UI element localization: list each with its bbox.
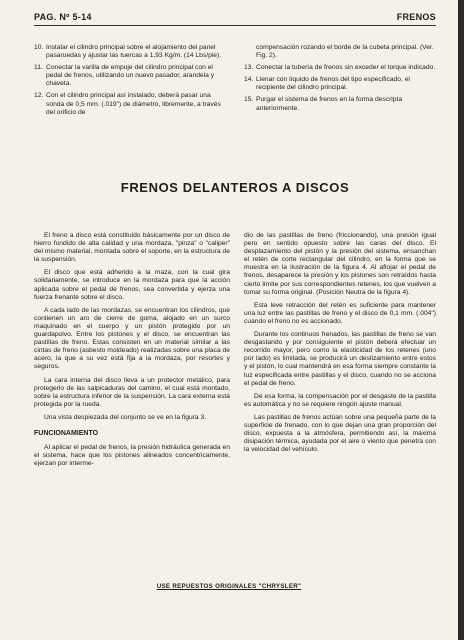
- step-text: Llenar con líquido de frenos del tipo especificado, el recipiente del cilindro principal.: [256, 76, 410, 92]
- step-text: Conectar la tubería de frenos sin exceder el torque indicado.: [256, 64, 436, 72]
- page-number: PAG. Nº 5-14: [34, 12, 92, 22]
- step-number: 15.: [244, 96, 254, 104]
- paragraph: Las pastillas de frenos actúan sobre una pequeña parte de la superficie de frenado, con lo que dejan una gran proporción del disco, expuesta a la atmósfera, permitiendo así, la máxima disipación térmica, ayudada por el aire o viento que penetra con la velocidad del vehículo.: [244, 413, 436, 454]
- paragraph: Durante los continuos frenados, las pastillas de freno se van desgastando y por consiguiente el pistón deberá efectuar un recorrido mayor, pero como la elasticidad de los retenes (uno por lado) es limitada, se producirá un deslizamiento entre estos y el pistón, lo cual mantendrá en esa forma siempre constante la luz especificada entre pastillas y el disco, cuando no se acciona el pedal de freno.: [244, 331, 436, 387]
- step-item: [34, 64, 230, 88]
- step-text: Instalar el cilindro principal sobre el alojamiento del panel pasaruedas y ajustar las tuercas a 1,93 Kg/m. (14 Lbs/pie).: [46, 44, 222, 60]
- page-header: [34, 12, 436, 26]
- step-number: 12.: [34, 92, 44, 100]
- paragraph: Al aplicar el pedal de frenos, la presión hidráulica generada en el sistema, hace que los pistones alineados concentricamente, ejerzan por interme-: [34, 444, 230, 468]
- step-text: Con el cilindro principal así instalado, deberá pasar una sonda de 0,5 mm. (.019") de diámetro, libremente, a través del orificio de: [46, 92, 221, 116]
- step-number: 14.: [244, 76, 254, 84]
- step-number: 10.: [34, 44, 44, 51]
- step-number: [244, 44, 256, 60]
- subheading: FUNCIONAMIENTO: [34, 429, 99, 437]
- header-rule: [34, 25, 436, 26]
- paragraph: Una vista despiezada del conjunto se ve en la figura 3.: [44, 413, 207, 421]
- paragraph: De esa forma, la compensación por el desgaste de la pastilla es automática y no se requiere ningún ajuste manual.: [244, 392, 436, 408]
- paragraph: El freno a disco está constituido básicamente por un disco de hierro fundido de alta calidad y una mordaza, "pinza" o "caliper" del mismo material, montada sobre el soporte, en la estructura de la suspensión.: [34, 232, 230, 264]
- step-text: compensación rozando el borde de la cubeta principal. (Ver. Fig. 2).: [256, 44, 434, 60]
- step-number: 11.: [34, 64, 43, 72]
- page-edge-shadow: [458, 0, 464, 640]
- section-title: FRENOS: [396, 12, 436, 22]
- steps-left-column: [34, 44, 230, 121]
- step-item: [244, 96, 436, 112]
- step-item: [244, 64, 436, 72]
- paragraph: La cara interna del disco lleva a un protector metálico, para protegerlo de las salpicaduras del camino, el cual está montado, sobre la estructura inferior de la suspensión. La cara externa está protegida por la rueda.: [34, 376, 230, 408]
- step-item: [244, 76, 436, 92]
- footer-text: USE REPUESTOS ORIGINALES "CHRYSLER": [156, 583, 302, 590]
- page-footer: [0, 583, 458, 590]
- steps-right-column: [244, 44, 436, 117]
- step-text: Conectar la varilla de empuje del cilindro principal con el pedal de frenos, utilizando un nuevo pasador, arandela y chaveta.: [46, 64, 215, 88]
- step-text: Purgar el sistema de frenos en la forma descripta anteriormente.: [256, 96, 403, 112]
- body-right-column: [244, 232, 436, 459]
- paragraph: dio de las pastillas de freno (friccionando), una presión igual pero en sentido opuesto sobre las caras del disco. El desplazamiento del pistón y la presión del sistema, ensanchan el retén de corte rectangular del cilindro, en la forma que se muestra en la ilustración de la figura 4. Al aflojar el pedal de frenos, desaparece la presión y los pistones son retraídos hasta cierto límite por sus correspondientes retenes, los que vuelven a tomar su forma original. (Posición Neutra de la figura 4).: [244, 232, 436, 296]
- section-heading: FRENOS DELANTEROS A DISCOS: [120, 180, 350, 195]
- step-item: [244, 44, 436, 60]
- paragraph: A cada lado de las mordazas, se encuentran los cilindros, que contienen un aro de cierre de goma, alojado en un surco maquinado en el cuerpo y un pistón protegido por un guardapolvo. Entre los pistones y el disco, se encuentran las pastillas de freno. Estas consisten en un material similar a las cintas de freno (asbesto moldeado) realizadas sobre una placa de acero, la que a su vez está fija a la mordaza, por resortes y seguros.: [34, 306, 230, 371]
- step-number: 13.: [244, 64, 254, 72]
- paragraph: El disco que está adherido a la maza, con la cual gira solidariamente, se introduce en la mordaza para que la acción aplicada sobre el pedal de frenos, sea convertida y ejerza una fuerza frenante sobre el disco.: [34, 269, 230, 301]
- step-item: [34, 44, 230, 60]
- step-item: [34, 92, 230, 116]
- body-left-column: [34, 232, 230, 473]
- paragraph: Esta leve retracción del retén es suficiente para mantener una luz entre las pastillas de freno y el disco de 0,1 mm. (.004") cuando el freno no es accionado.: [244, 301, 436, 325]
